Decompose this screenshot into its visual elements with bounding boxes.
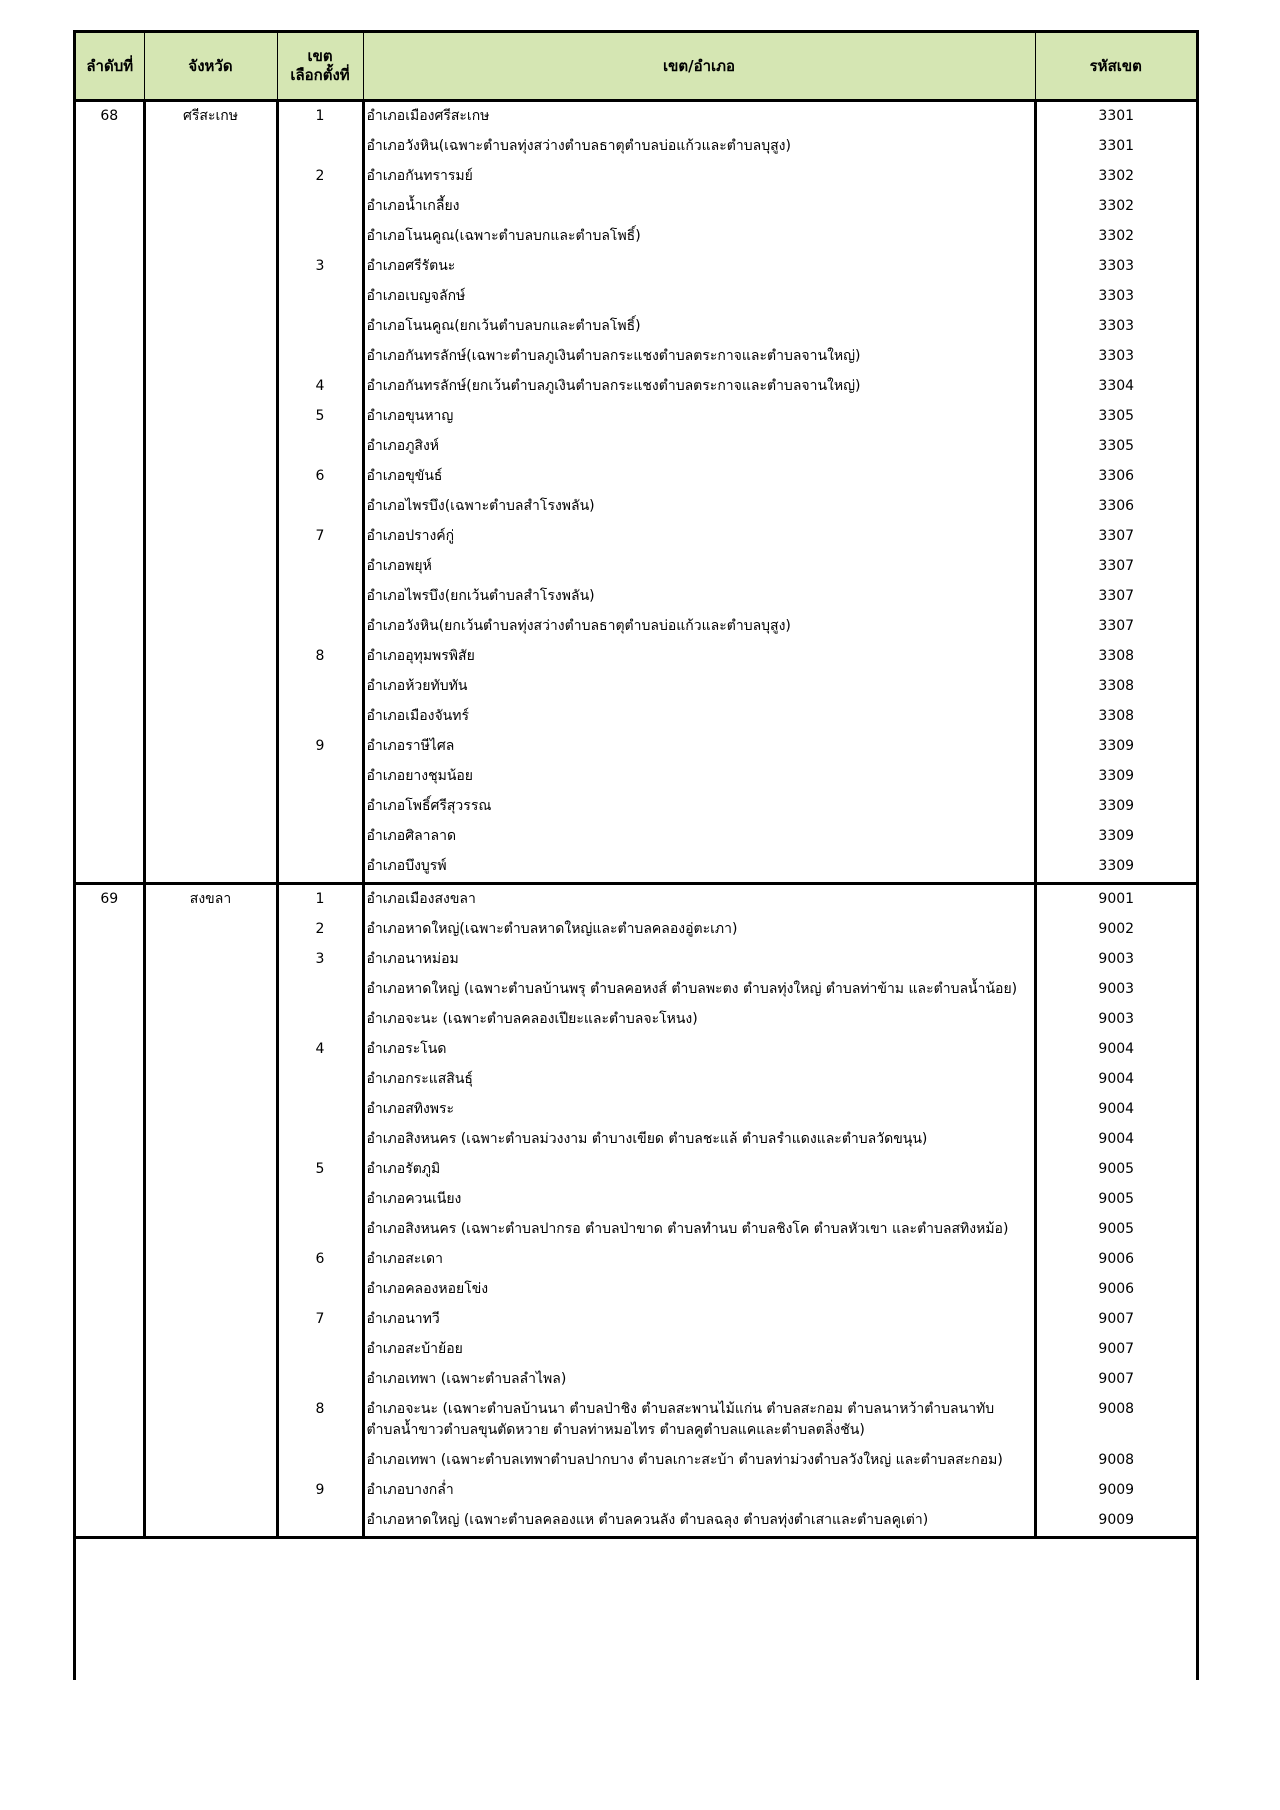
zone-cell xyxy=(277,975,363,1005)
district-cell: อำเภอกันทรลักษ์(เฉพาะตำบลภูเงินตำบลกระแชงตำบลตระกาจและตำบลจานใหญ่) xyxy=(363,342,1035,372)
zone-code-cell: 3303 xyxy=(1098,288,1135,304)
table-row xyxy=(76,884,1196,916)
district-cell: อำเภอระโนด xyxy=(363,1035,1035,1065)
zone-code-cell: 9005 xyxy=(1098,1161,1135,1177)
header-province: จังหวัด xyxy=(144,33,277,101)
zone-cell xyxy=(277,222,363,252)
zone-code-cell: 3301 xyxy=(1098,138,1135,154)
zone-code-cell: 9007 xyxy=(1098,1341,1135,1357)
zone-code-cell: 9004 xyxy=(1098,1071,1135,1087)
zone-code-cell: 3303 xyxy=(1098,348,1135,364)
district-cell: อำเภอราษีไศล xyxy=(363,732,1035,762)
district-cell: อำเภอขุนหาญ xyxy=(363,402,1035,432)
header-zone-line: เขต xyxy=(307,47,333,65)
district-cell: อำเภอหาดใหญ่ (เฉพาะตำบลบ้านพรุ ตำบลคอหงส์ ตำบลพะตง ตำบลทุ่งใหญ่ ตำบลท่าข้าม และตำบลน้ำน้อย) xyxy=(363,975,1035,1005)
zone-cell xyxy=(277,282,363,312)
zone-code-cell: 9005 xyxy=(1098,1191,1135,1207)
zone-cell xyxy=(277,1215,363,1245)
zone-code-cell: 9003 xyxy=(1098,981,1135,997)
header-code: รหัสเขต xyxy=(1035,33,1196,101)
zone-code-cell: 3309 xyxy=(1098,768,1135,784)
district-cell: อำเภอควนเนียง xyxy=(363,1185,1035,1215)
district-cell: อำเภอเมืองจันทร์ xyxy=(363,702,1035,732)
district-cell: อำเภอสะบ้าย้อย xyxy=(363,1335,1035,1365)
zone-cell xyxy=(277,822,363,852)
zone-cell xyxy=(277,492,363,522)
zone-cell: 1 xyxy=(277,101,363,133)
zone-code-cell: 9002 xyxy=(1098,921,1135,937)
district-cell: อำเภอภูสิงห์ xyxy=(363,432,1035,462)
district-cell: อำเภอสทิงพระ xyxy=(363,1095,1035,1125)
district-cell: อำเภอนาทวี xyxy=(363,1305,1035,1335)
district-cell: อำเภอวังหิน(เฉพาะตำบลทุ่งสว่างตำบลธาตุตำบลบ่อแก้วและตำบลบุสูง) xyxy=(363,132,1035,162)
district-cell: อำเภอยางชุมน้อย xyxy=(363,762,1035,792)
zone-code-cell: 3303 xyxy=(1098,318,1135,334)
zone-code-cell: 9007 xyxy=(1098,1371,1135,1387)
zone-cell: 4 xyxy=(277,372,363,402)
header-zone-line: เลือกตั้งที่ xyxy=(290,66,350,84)
province-cell: ศรีสะเกษ xyxy=(144,101,277,884)
zone-code-cell: 3309 xyxy=(1035,852,1196,884)
district-cell: อำเภอนาหม่อม xyxy=(363,945,1035,975)
zone-code-cell: 3304 xyxy=(1098,378,1135,394)
zone-cell xyxy=(277,132,363,162)
header-district: เขต/อำเภอ xyxy=(363,33,1035,101)
zone-cell xyxy=(277,762,363,792)
zone-code-cell: 9006 xyxy=(1098,1251,1135,1267)
district-cell: อำเภอปรางค์กู่ xyxy=(363,522,1035,552)
district-cell: อำเภอโนนคูณ(ยกเว้นตำบลบกและตำบลโพธิ์) xyxy=(363,312,1035,342)
zone-cell: 7 xyxy=(277,522,363,552)
zone-code-cell: 3306 xyxy=(1098,468,1135,484)
zone-cell: 5 xyxy=(277,1155,363,1185)
district-cell: อำเภอจะนะ (เฉพาะตำบลบ้านนา ตำบลป่าชิง ตำบลสะพานไม้แก่น ตำบลสะกอม ตำบลนาหว้าตำบลนาทับ ตำบลน้ำขาวตำบลขุนตัดหวาย ตำบลท่าหมอไทร ตำบลคูตำบลแคและตำบลตลิ่งชัน) xyxy=(363,1395,1035,1446)
table-row xyxy=(76,101,1196,133)
district-cell: อำเภอศิลาลาด xyxy=(363,822,1035,852)
zone-code-cell: 3308 xyxy=(1098,678,1135,694)
zone-code-cell: 9003 xyxy=(1098,951,1135,967)
zone-code-cell: 3307 xyxy=(1098,528,1135,544)
header-order: ลำดับที่ xyxy=(76,33,144,101)
district-cell: อำเภอคลองหอยโข่ง xyxy=(363,1275,1035,1305)
zone-cell xyxy=(277,792,363,822)
zone-code-cell: 9003 xyxy=(1098,1011,1135,1027)
province-cell: สงขลา xyxy=(144,884,277,1538)
zone-code-cell: 9001 xyxy=(1098,891,1135,907)
zone-code-cell: 3302 xyxy=(1098,168,1135,184)
zone-cell xyxy=(277,342,363,372)
table-body xyxy=(76,101,1196,1538)
district-cell: อำเภอจะนะ (เฉพาะตำบลคลองเปียะและตำบลจะโหนง) xyxy=(363,1005,1035,1035)
district-cell: อำเภอสะเดา xyxy=(363,1245,1035,1275)
district-cell: อำเภอวังหิน(ยกเว้นตำบลทุ่งสว่างตำบลธาตุตำบลบ่อแก้วและตำบลบุสูง) xyxy=(363,612,1035,642)
district-cell: อำเภอหาดใหญ่ (เฉพาะตำบลคลองแห ตำบลควนลัง ตำบลฉลุง ตำบลทุ่งตำเสาและตำบลคูเต่า) xyxy=(363,1506,1035,1538)
zone-cell xyxy=(277,1005,363,1035)
zone-cell xyxy=(277,312,363,342)
zone-cell xyxy=(277,582,363,612)
zone-cell xyxy=(277,552,363,582)
zone-code-cell: 3305 xyxy=(1098,438,1135,454)
zone-code-cell: 9004 xyxy=(1098,1131,1135,1147)
district-cell: อำเภอกระแสสินธุ์ xyxy=(363,1065,1035,1095)
zone-cell xyxy=(277,1095,363,1125)
district-cell: อำเภออุทุมพรพิสัย xyxy=(363,642,1035,672)
district-cell: อำเภอหาดใหญ่(เฉพาะตำบลหาดใหญ่และตำบลคลองอู่ตะเภา) xyxy=(363,915,1035,945)
zone-cell xyxy=(277,1506,363,1538)
zone-code-cell: 3303 xyxy=(1098,258,1135,274)
zone-cell xyxy=(277,1446,363,1476)
zone-code-cell: 9008 xyxy=(1098,1452,1135,1468)
zone-code-cell: 3301 xyxy=(1098,108,1135,124)
order-number-cell: 69 xyxy=(76,884,144,1538)
zone-cell: 5 xyxy=(277,402,363,432)
zone-code-cell: 9005 xyxy=(1098,1221,1135,1237)
district-cell: อำเภอสิงหนคร (เฉพาะตำบลปากรอ ตำบลป่าขาด ตำบลทำนบ ตำบลชิงโค ตำบลหัวเขา และตำบลสทิงหม้อ) xyxy=(363,1215,1035,1245)
zone-code-cell: 9004 xyxy=(1098,1041,1135,1057)
zone-code-cell: 9009 xyxy=(1098,1482,1135,1498)
zone-code-cell: 3308 xyxy=(1098,648,1135,664)
district-cell: อำเภอเบญจลักษ์ xyxy=(363,282,1035,312)
zone-cell xyxy=(277,432,363,462)
district-cell: อำเภอเมืองสงขลา xyxy=(363,884,1035,916)
zone-code-cell: 3306 xyxy=(1098,498,1135,514)
zone-code-cell: 3302 xyxy=(1098,228,1135,244)
district-cell: อำเภอศรีรัตนะ xyxy=(363,252,1035,282)
district-cell: อำเภอบึงบูรพ์ xyxy=(363,852,1035,884)
zone-code-cell: 3302 xyxy=(1098,198,1135,214)
district-cell: อำเภอกันทรารมย์ xyxy=(363,162,1035,192)
zone-cell: 8 xyxy=(277,1395,363,1446)
district-cell: อำเภอรัตภูมิ xyxy=(363,1155,1035,1185)
zone-cell xyxy=(277,702,363,732)
zone-cell xyxy=(277,612,363,642)
zone-cell: 9 xyxy=(277,1476,363,1506)
district-cell: อำเภอเมืองศรีสะเกษ xyxy=(363,101,1035,133)
zone-cell: 2 xyxy=(277,915,363,945)
zone-code-cell: 9008 xyxy=(1098,1401,1135,1417)
district-cell: อำเภอสิงหนคร (เฉพาะตำบลม่วงงาม ตำบางเขียด ตำบลชะแล้ ตำบลรำแดงและตำบลวัดขนุน) xyxy=(363,1125,1035,1155)
zone-cell: 7 xyxy=(277,1305,363,1335)
zone-cell xyxy=(277,1365,363,1395)
zone-cell: 9 xyxy=(277,732,363,762)
district-table xyxy=(76,33,1196,1539)
zone-cell xyxy=(277,192,363,222)
zone-code-cell: 9004 xyxy=(1098,1101,1135,1117)
zone-code-cell: 3307 xyxy=(1098,588,1135,604)
district-cell: อำเภอบางกล่ำ xyxy=(363,1476,1035,1506)
district-cell: อำเภอโนนคูณ(เฉพาะตำบลบกและตำบลโพธิ์) xyxy=(363,222,1035,252)
zone-cell xyxy=(277,852,363,884)
district-cell: อำเภอกันทรลักษ์(ยกเว้นตำบลภูเงินตำบลกระแชงตำบลตระกาจและตำบลจานใหญ่) xyxy=(363,372,1035,402)
zone-cell: 6 xyxy=(277,462,363,492)
district-cell: อำเภอขุขันธ์ xyxy=(363,462,1035,492)
zone-code-cell: 3305 xyxy=(1098,408,1135,424)
district-cell: อำเภอห้วยทับทัน xyxy=(363,672,1035,702)
zone-cell xyxy=(277,1185,363,1215)
zone-cell: 1 xyxy=(277,884,363,916)
table-header-row xyxy=(76,33,1196,101)
district-cell: อำเภอไพรบึง(เฉพาะตำบลสำโรงพลัน) xyxy=(363,492,1035,522)
zone-cell: 6 xyxy=(277,1245,363,1275)
zone-cell xyxy=(277,1125,363,1155)
zone-cell: 4 xyxy=(277,1035,363,1065)
zone-cell: 8 xyxy=(277,642,363,672)
zone-cell: 3 xyxy=(277,945,363,975)
zone-cell: 3 xyxy=(277,252,363,282)
district-cell: อำเภอพยุห์ xyxy=(363,552,1035,582)
district-table-frame xyxy=(73,30,1199,1680)
district-cell: อำเภอเทพา (เฉพาะตำบลลำไพล) xyxy=(363,1365,1035,1395)
district-cell: อำเภอไพรบึง(ยกเว้นตำบลสำโรงพลัน) xyxy=(363,582,1035,612)
district-cell: อำเภอเทพา (เฉพาะตำบลเทพาตำบลปากบาง ตำบลเกาะสะบ้า ตำบลท่าม่วงตำบลวังใหญ่ และตำบลสะกอม) xyxy=(363,1446,1035,1476)
order-number-cell: 68 xyxy=(76,101,144,884)
zone-cell xyxy=(277,1275,363,1305)
zone-code-cell: 3307 xyxy=(1098,618,1135,634)
zone-cell xyxy=(277,1335,363,1365)
zone-code-cell: 3309 xyxy=(1098,798,1135,814)
header-zone xyxy=(277,33,363,101)
zone-cell xyxy=(277,672,363,702)
zone-code-cell: 3308 xyxy=(1098,708,1135,724)
district-cell: อำเภอน้ำเกลี้ยง xyxy=(363,192,1035,222)
zone-code-cell: 3309 xyxy=(1098,828,1135,844)
district-cell: อำเภอโพธิ์ศรีสุวรรณ xyxy=(363,792,1035,822)
zone-code-cell: 3307 xyxy=(1098,558,1135,574)
zone-code-cell: 3309 xyxy=(1098,738,1135,754)
zone-code-cell: 9006 xyxy=(1098,1281,1135,1297)
zone-code-cell: 9007 xyxy=(1098,1311,1135,1327)
zone-cell xyxy=(277,1065,363,1095)
zone-code-cell: 9009 xyxy=(1035,1506,1196,1538)
zone-cell: 2 xyxy=(277,162,363,192)
